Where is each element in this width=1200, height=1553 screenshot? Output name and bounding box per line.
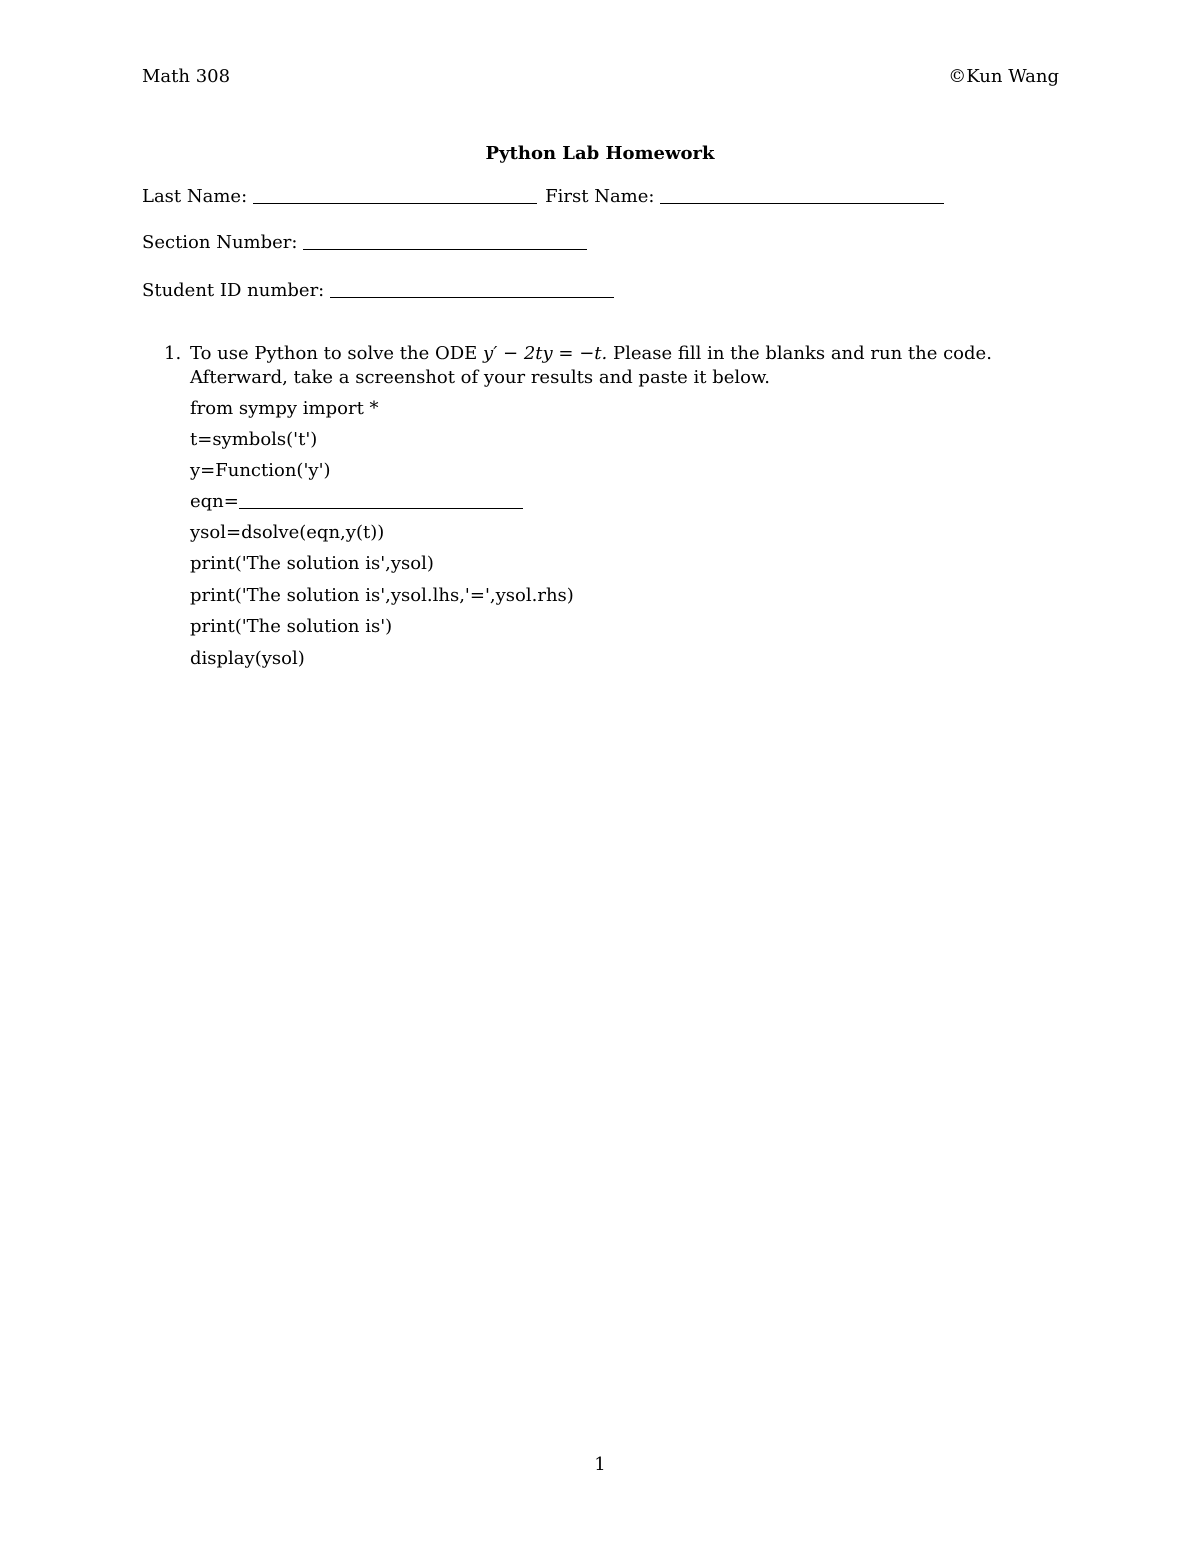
section-field-row <box>142 232 587 253</box>
ode-equation: y′ − 2ty = −t. <box>483 343 608 364</box>
code-line-9: display(ysol) <box>190 648 305 669</box>
eqn-blank[interactable] <box>239 507 523 509</box>
code-line-5: ysol=dsolve(eqn,y(t)) <box>190 522 385 543</box>
last-name-blank[interactable] <box>253 202 537 204</box>
student-id-field-row <box>142 280 614 301</box>
first-name-blank[interactable] <box>660 202 944 204</box>
question-number: 1. <box>164 343 182 364</box>
code-line-1: from sympy import * <box>190 398 379 419</box>
question-body <box>190 342 1070 390</box>
first-name-label: First Name: <box>545 186 655 207</box>
course-header: Math 308 <box>142 66 231 87</box>
section-number-label: Section Number: <box>142 232 298 253</box>
student-id-blank[interactable] <box>330 296 614 298</box>
question-text <box>190 342 1070 390</box>
section-number-blank[interactable] <box>303 248 587 250</box>
code-line-7: print('The solution is',ysol.lhs,'=',ysol.rhs) <box>190 585 574 606</box>
last-name-label: Last Name: <box>142 186 248 207</box>
code-line-2: t=symbols('t') <box>190 429 318 450</box>
code-line-3: y=Function('y') <box>190 460 331 481</box>
question-text-after: Please fill in the blanks and run the code. Afterward, take a screenshot of your results and paste it below. <box>190 343 992 388</box>
eqn-label: eqn= <box>190 491 239 512</box>
copyright-symbol: © <box>948 66 967 87</box>
author-header <box>948 66 1059 87</box>
code-line-8: print('The solution is') <box>190 616 393 637</box>
code-line-4 <box>190 491 523 512</box>
page-title: Python Lab Homework <box>485 143 715 164</box>
name-fields-row <box>142 186 944 207</box>
question-text-before: To use Python to solve the ODE <box>190 343 484 364</box>
author-name: Kun Wang <box>966 66 1059 87</box>
code-line-6: print('The solution is',ysol) <box>190 553 434 574</box>
student-id-label: Student ID number: <box>142 280 325 301</box>
page-number: 1 <box>594 1454 606 1475</box>
